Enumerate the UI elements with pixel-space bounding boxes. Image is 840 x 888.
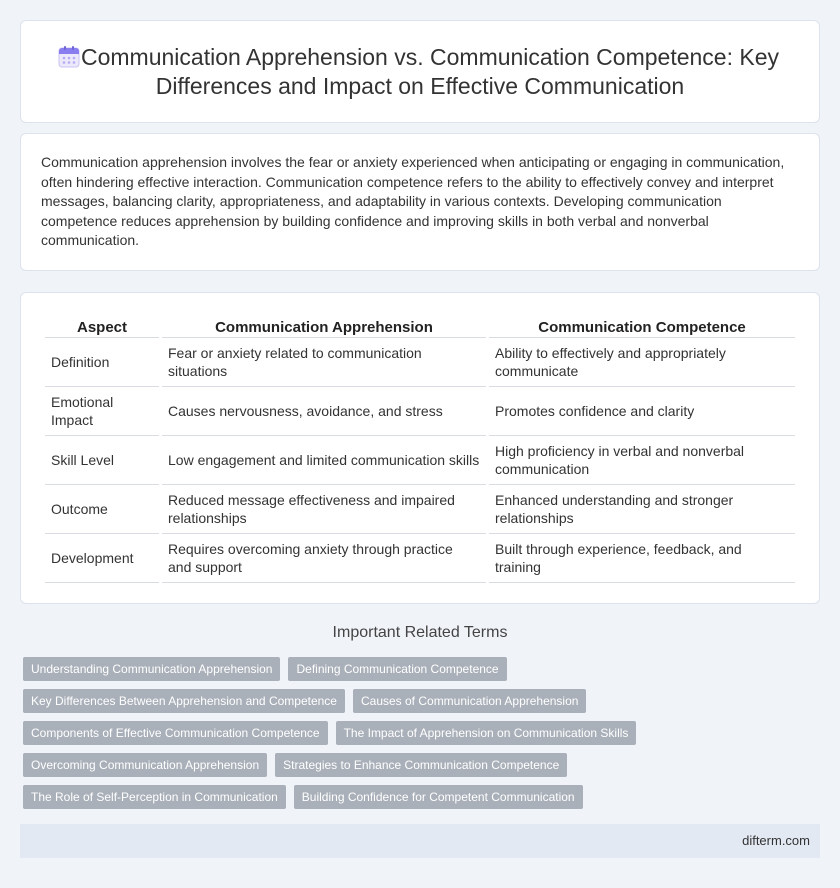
table-cell-aspect: Emotional Impact bbox=[45, 387, 159, 436]
related-term-link[interactable]: Strategies to Enhance Communication Competence bbox=[275, 753, 567, 777]
related-terms-row bbox=[23, 785, 583, 809]
related-term-link[interactable]: Defining Communication Competence bbox=[288, 657, 506, 681]
related-terms-heading: Important Related Terms bbox=[332, 624, 508, 641]
related-term-link[interactable]: Key Differences Between Apprehension and Competence bbox=[23, 689, 345, 713]
table-cell-apprehension: Fear or anxiety related to communication situations bbox=[162, 338, 486, 387]
intro-card bbox=[20, 133, 820, 271]
title-card bbox=[20, 20, 820, 123]
related-term-link[interactable]: Components of Effective Communication Competence bbox=[23, 721, 328, 745]
table-cell-aspect: Skill Level bbox=[45, 436, 159, 485]
related-term-link[interactable]: Understanding Communication Apprehension bbox=[23, 657, 280, 681]
table-row bbox=[45, 436, 795, 485]
table-cell-aspect: Definition bbox=[45, 338, 159, 387]
related-term-link[interactable]: Causes of Communication Apprehension bbox=[353, 689, 586, 713]
related-terms-row bbox=[23, 721, 636, 745]
header-competence: Communication Competence bbox=[489, 314, 795, 338]
table-header-row bbox=[45, 314, 795, 338]
table-cell-apprehension: Reduced message effectiveness and impaired relationships bbox=[162, 485, 486, 534]
table-row bbox=[45, 387, 795, 436]
related-term-link[interactable]: The Impact of Apprehension on Communication Skills bbox=[336, 721, 637, 745]
footer bbox=[20, 824, 820, 858]
footer-site-link[interactable]: difterm.com bbox=[742, 833, 810, 848]
intro-paragraph: Communication apprehension involves the fear or anxiety experienced when anticipating or engaging in communication, often hindering effective interaction. Communication competence refers to the ability to effectively convey and interpret messages, balancing clarity, appropriateness, and adaptability in various contexts. Developing communication competence reduces apprehension by building confidence and improving skills in both verbal and nonverbal communication. bbox=[41, 154, 785, 248]
table-cell-apprehension: Causes nervousness, avoidance, and stress bbox=[162, 387, 486, 436]
table-cell-apprehension: Low engagement and limited communication skills bbox=[162, 436, 486, 485]
related-term-link[interactable]: Overcoming Communication Apprehension bbox=[23, 753, 267, 777]
table-cell-competence: Built through experience, feedback, and training bbox=[489, 534, 795, 583]
related-terms-row bbox=[23, 657, 507, 681]
table-cell-competence: Ability to effectively and appropriately communicate bbox=[489, 338, 795, 387]
related-term-link[interactable]: Building Confidence for Competent Communication bbox=[294, 785, 583, 809]
table-row bbox=[45, 534, 795, 583]
table-cell-aspect: Outcome bbox=[45, 485, 159, 534]
table-row bbox=[45, 338, 795, 387]
comparison-table-card bbox=[20, 292, 820, 604]
table-cell-competence: Promotes confidence and clarity bbox=[489, 387, 795, 436]
related-term-link[interactable]: The Role of Self-Perception in Communication bbox=[23, 785, 286, 809]
related-terms-row bbox=[23, 689, 586, 713]
comparison-table bbox=[42, 314, 798, 583]
header-apprehension: Communication Apprehension bbox=[162, 314, 486, 338]
table-cell-apprehension: Requires overcoming anxiety through practice and support bbox=[162, 534, 486, 583]
table-cell-aspect: Development bbox=[45, 534, 159, 583]
table-cell-competence: Enhanced understanding and stronger relationships bbox=[489, 485, 795, 534]
table-row bbox=[45, 485, 795, 534]
page-title: Communication Apprehension vs. Communication Competence: Key Differences and Impact on Effective Communication bbox=[80, 43, 780, 99]
related-terms-row bbox=[23, 753, 567, 777]
table-cell-competence: High proficiency in verbal and nonverbal communication bbox=[489, 436, 795, 485]
header-aspect: Aspect bbox=[45, 314, 159, 338]
